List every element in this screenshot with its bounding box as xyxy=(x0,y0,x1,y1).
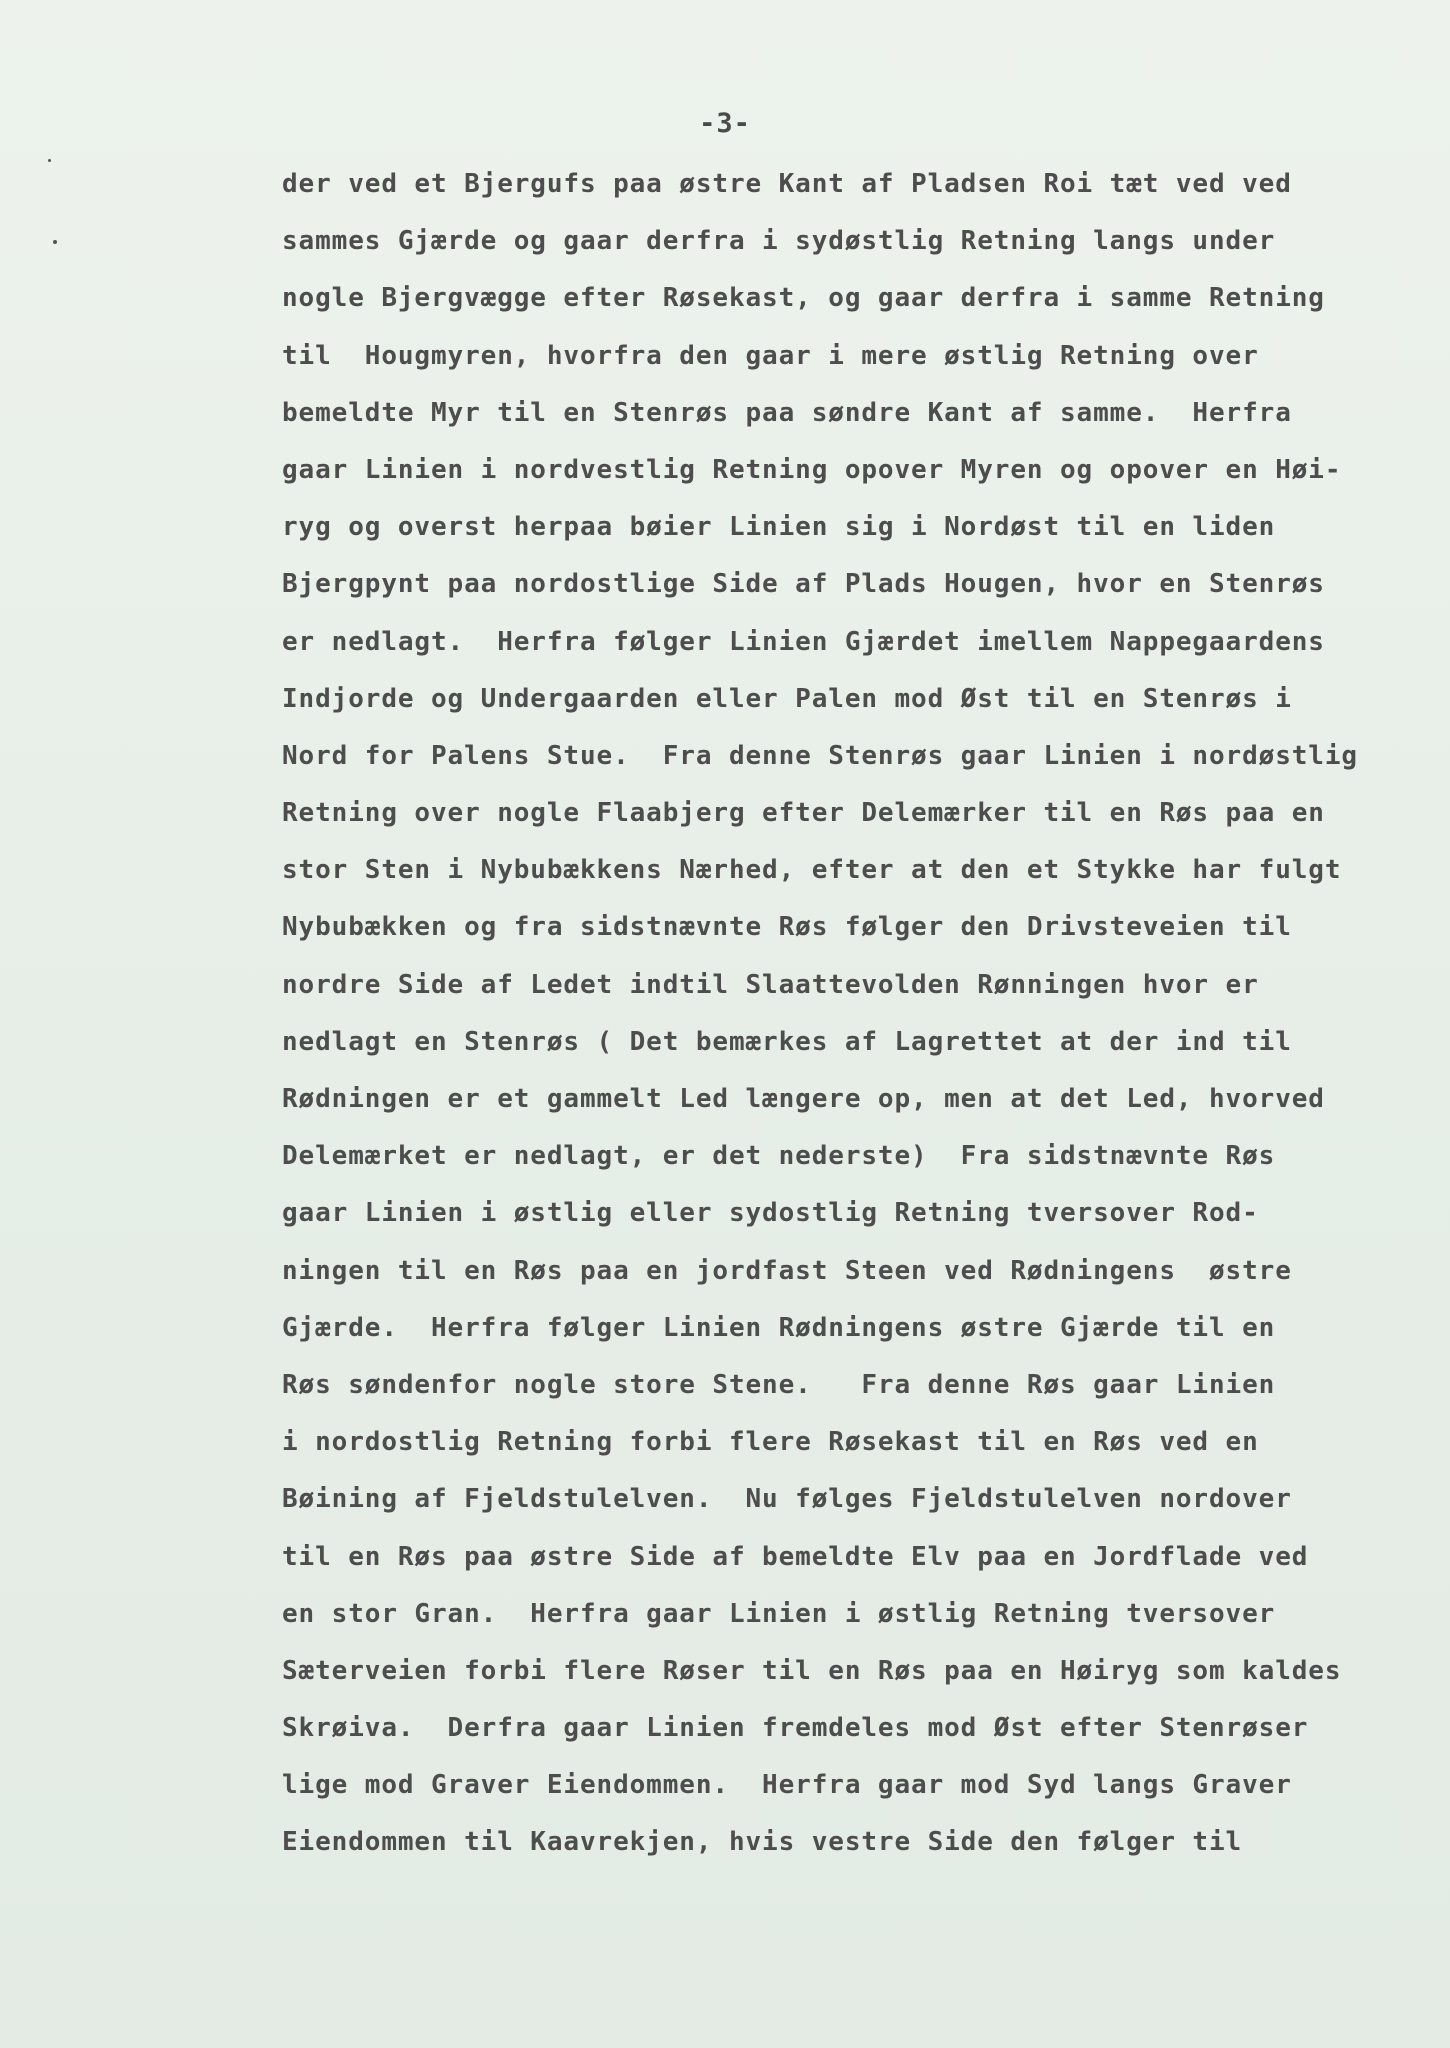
text-line: Gjærde. Herfra følger Linien Rødningens østre Gjærde til en xyxy=(282,1312,1276,1343)
text-line: til Hougmyren, hvorfra den gaar i mere østlig Retning over xyxy=(282,340,1259,371)
text-line: Nybubækken og fra sidstnævnte Røs følger den Drivsteveien til xyxy=(282,912,1292,943)
page-number: -3- xyxy=(699,108,751,139)
text-line: nogle Bjergvægge efter Røsekast, og gaar derfra i samme Retning xyxy=(282,283,1325,314)
text-line: bemeldte Myr til en Stenrøs paa søndre Kant af samme. Herfra xyxy=(282,397,1292,428)
margin-speck-mark xyxy=(48,159,51,162)
text-line: nedlagt en Stenrøs ( Det bemærkes af Lagrettet at der ind til xyxy=(282,1026,1292,1057)
text-line: lige mod Graver Eiendommen. Herfra gaar mod Syd langs Graver xyxy=(282,1770,1292,1801)
text-line: Sæterveien forbi flere Røser til en Røs paa en Høiryg som kaldes xyxy=(282,1655,1342,1686)
text-line: Nord for Palens Stue. Fra denne Stenrøs gaar Linien i nordøstlig xyxy=(282,740,1358,771)
text-line: en stor Gran. Herfra gaar Linien i østlig Retning tversover xyxy=(282,1598,1276,1629)
text-line: ningen til en Røs paa en jordfast Steen ved Rødningens østre xyxy=(282,1255,1292,1286)
text-line: Rødningen er et gammelt Led længere op, men at det Led, hvorved xyxy=(282,1084,1325,1114)
text-line: der ved et Bjergufs paa østre Kant af Pladsen Roi tæt ved ved xyxy=(282,169,1292,199)
text-line: til en Røs paa østre Side af bemeldte Elv paa en Jordflade ved xyxy=(282,1541,1309,1572)
text-line: Delemærket er nedlagt, er det nederste) Fra sidstnævnte Røs xyxy=(282,1141,1276,1172)
text-line: Skrøiva. Derfra gaar Linien fremdeles mod Øst efter Stenrøser xyxy=(282,1713,1309,1744)
text-line: Indjorde og Undergaarden eller Palen mod Øst til en Stenrøs i xyxy=(282,683,1292,714)
text-line: Bøining af Fjeldstulelven. Nu følges Fjeldstulelven nordover xyxy=(282,1484,1292,1515)
margin-speck-mark xyxy=(53,240,57,244)
text-line: nordre Side af Ledet indtil Slaattevolden Rønningen hvor er xyxy=(282,969,1259,1000)
text-line: Røs søndenfor nogle store Stene. Fra denne Røs gaar Linien xyxy=(282,1369,1276,1400)
typed-text-body xyxy=(282,156,1432,1872)
text-line: Bjergpynt paa nordostlige Side af Plads Hougen, hvor en Stenrøs xyxy=(282,569,1325,600)
text-line: stor Sten i Nybubækkens Nærhed, efter at den et Stykke har fulgt xyxy=(282,855,1342,886)
text-line: gaar Linien i østlig eller sydostlig Retning tversover Rod- xyxy=(282,1198,1259,1229)
text-line: i nordostlig Retning forbi flere Røsekast til en Røs ved en xyxy=(282,1427,1259,1458)
text-line: Eiendommen til Kaavrekjen, hvis vestre Side den følger til xyxy=(282,1827,1243,1858)
text-line: Retning over nogle Flaabjerg efter Delemærker til en Røs paa en xyxy=(282,798,1325,829)
text-line: er nedlagt. Herfra følger Linien Gjærdet imellem Nappegaardens xyxy=(282,626,1325,657)
text-line: ryg og overst herpaa bøier Linien sig i Nordøst til en liden xyxy=(282,512,1276,543)
text-line: gaar Linien i nordvestlig Retning opover Myren og opover en Høi- xyxy=(282,454,1342,485)
text-line: sammes Gjærde og gaar derfra i sydøstlig Retning langs under xyxy=(282,226,1276,257)
